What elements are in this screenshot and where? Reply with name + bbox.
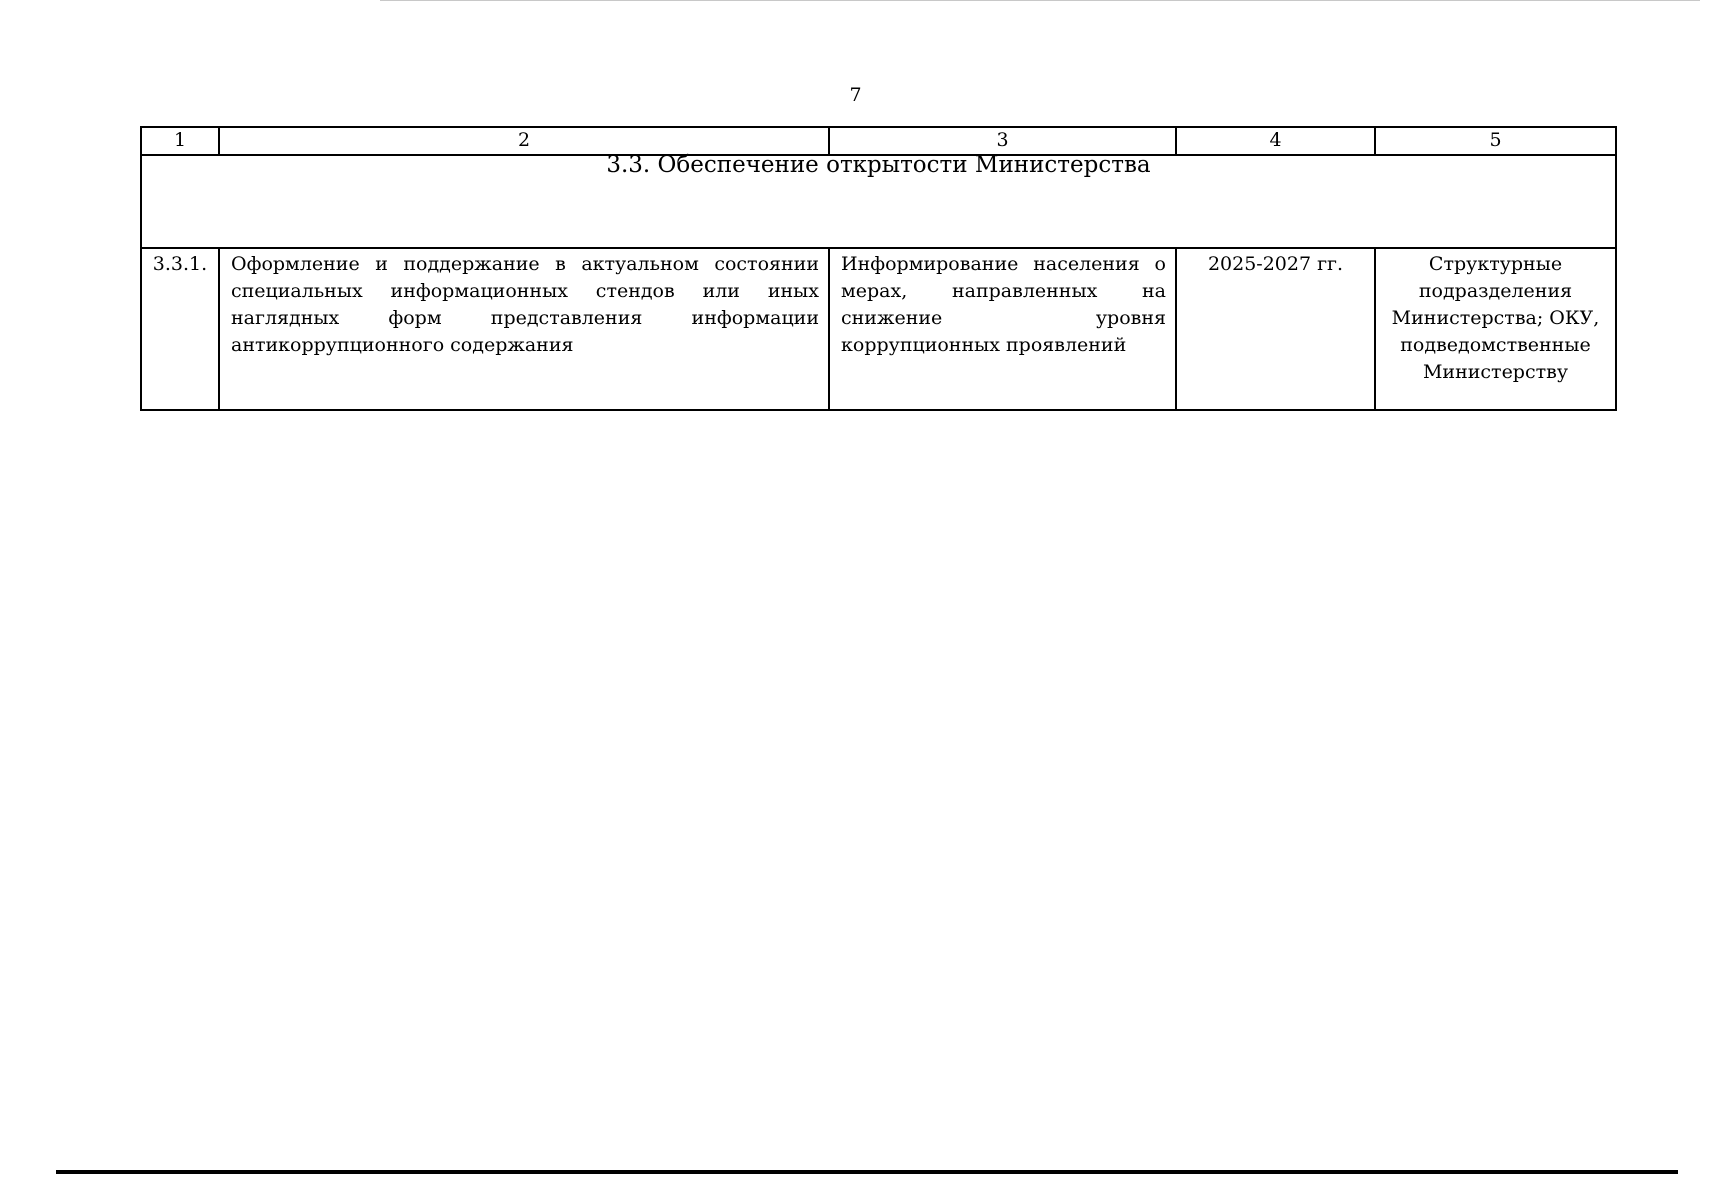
column-header-2: 2 [219,127,829,155]
section-title: 3.3. Обеспечение открытости Министерства [606,152,1151,178]
row-number: 3.3.1. [141,248,219,410]
column-header-5: 5 [1375,127,1616,155]
column-header-4: 4 [1176,127,1375,155]
row-period: 2025-2027 гг. [1176,248,1375,410]
page-number: 7 [849,84,862,106]
table-row [141,248,1616,410]
row-result: Информирование населения о мерах, направленных на снижение уровня коррупционных проявлений [829,248,1176,410]
column-header-1: 1 [141,127,219,155]
column-header-3: 3 [829,127,1176,155]
section-heading-cell [141,152,1616,248]
bottom-rule [56,1170,1678,1174]
measures-table [140,126,1617,411]
section-heading-row [141,155,1616,248]
column-number-header-row [141,127,1616,155]
scan-edge-line [380,0,1700,1]
row-responsible: Структурные подразделения Министерства; ОКУ, подведомственные Министерству [1375,248,1616,410]
row-measure: Оформление и поддержание в актуальном состоянии специальных информационных стендов или иных наглядных форм представления информации антикоррупционного содержания [219,248,829,410]
